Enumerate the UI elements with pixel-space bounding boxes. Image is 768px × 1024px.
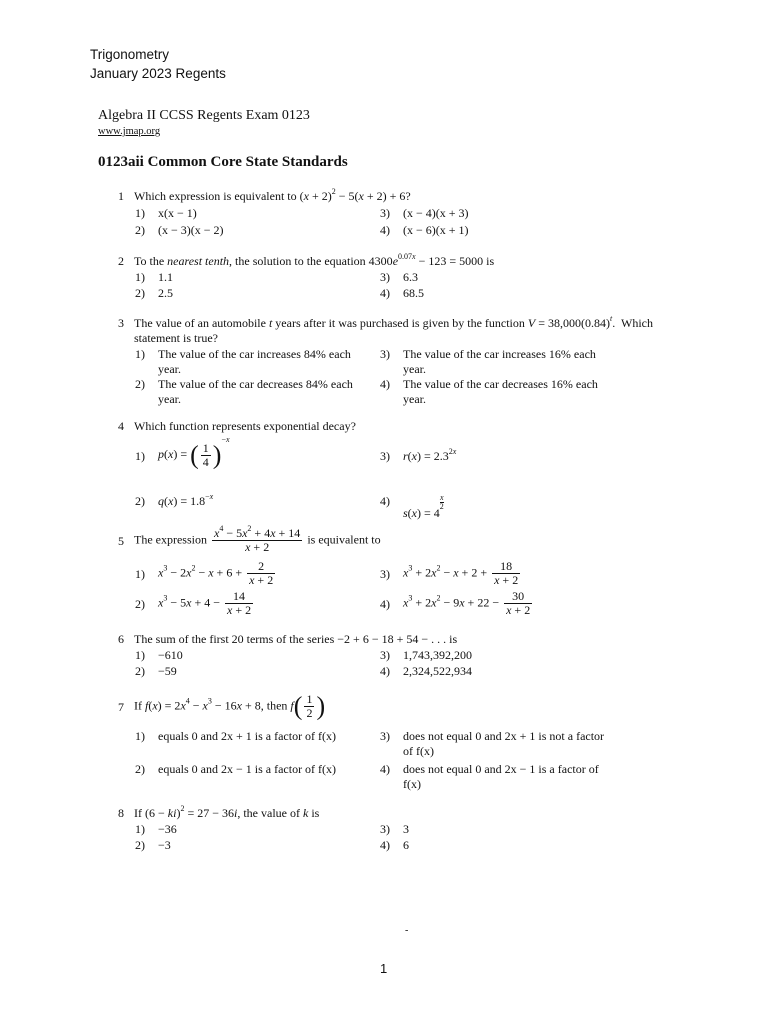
question-number: 2 xyxy=(118,254,124,268)
question-stem: Which function represents exponential decay? xyxy=(134,419,356,433)
question-stem: The value of an automobile t years after it was purchased is given by the function $V = 38,000(0.84)^t$. Which statement is true? xyxy=(134,314,654,345)
document-topic: Trigonometry xyxy=(90,47,170,62)
question-number: 5 xyxy=(118,534,124,548)
question-number: 4 xyxy=(118,419,124,433)
exam-title: Algebra II CCSS Regents Exam 0123 xyxy=(98,108,310,123)
document-date: January 2023 Regents xyxy=(90,66,226,81)
stray-mark: - xyxy=(405,925,409,936)
question-number: 6 xyxy=(118,632,124,646)
question-stem: If (6 − ki)$^2$ = 27 − 36i, the value of k is xyxy=(134,804,320,820)
question-stem: The expression $\frac{x^4 - 5x^2 + 4x + 14}{x + 2}$ is equivalent to xyxy=(134,524,381,554)
question-stem: To the nearest tenth, the solution to the equation $4300e^{0.07x} - 123 = 5000$ is xyxy=(134,252,495,268)
question-number: 3 xyxy=(118,316,124,330)
question-stem: The sum of the first 20 terms of the series −2 + 6 − 18 + 54 − . . . is xyxy=(134,632,458,646)
question-stem: If $f(x) = 2x^4 - x^3 - 16x + 8$, then f( $\frac{1}{2}$ ) xyxy=(134,691,326,721)
question-number: 7 xyxy=(118,700,124,714)
website-link[interactable]: www.jmap.org xyxy=(98,126,161,137)
page-number: 1 xyxy=(380,961,388,976)
section-heading: 0123aii Common Core State Standards xyxy=(98,154,348,170)
question-number: 1 xyxy=(118,189,124,203)
question-stem: Which expression is equivalent to $(x + 2)^2 - 5(x + 2) + 6$? xyxy=(134,187,411,203)
question-number: 8 xyxy=(118,806,124,820)
